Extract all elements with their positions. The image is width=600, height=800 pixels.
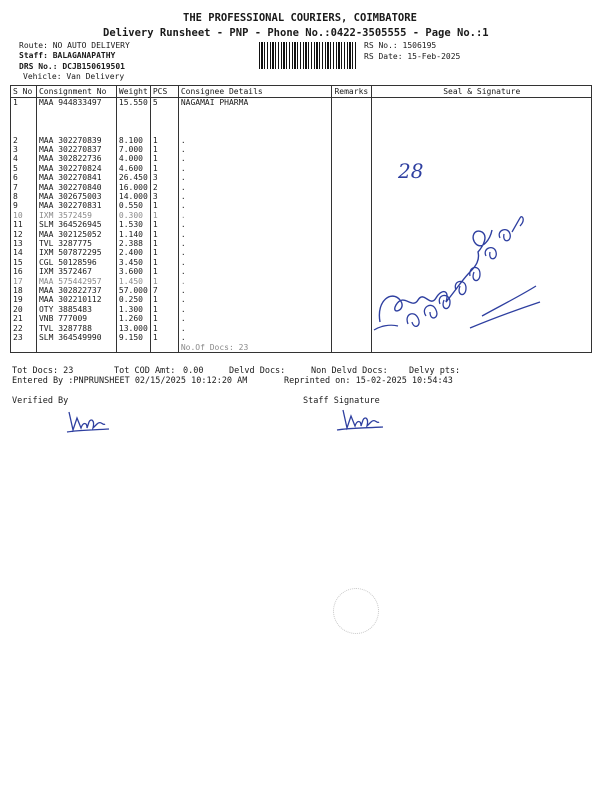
total-cod-label: Tot COD Amt: xyxy=(114,366,176,376)
cell-weight: 3.450 xyxy=(116,258,150,267)
cell-weight: 1.260 xyxy=(116,314,150,323)
cell-pcs: 1 xyxy=(150,239,178,248)
runsheet-subtitle: Delivery Runsheet - PNP - Phone No.:0422-3505555 - Page No.:1 xyxy=(103,27,489,39)
cell-weight: 0.250 xyxy=(116,295,150,304)
cell-sno: 1 xyxy=(11,98,37,108)
cell-consignee: . xyxy=(178,164,332,173)
cell-consignee: . xyxy=(178,211,332,220)
cell-consignee: . xyxy=(178,295,332,304)
cell-consignment: MAA 302270839 xyxy=(36,136,116,145)
cell-consignment: MAA 302822737 xyxy=(36,286,116,295)
cell-remarks xyxy=(332,201,372,210)
cell-consignee: . xyxy=(178,192,332,201)
cell-consignee: . xyxy=(178,183,332,192)
cell-weight: 2.400 xyxy=(116,248,150,257)
cell-seal-signature xyxy=(372,98,592,108)
reprinted-on: Reprinted on: 15-02-2025 10:54:43 xyxy=(284,376,453,386)
cell-pcs: 3 xyxy=(150,173,178,182)
cell-weight xyxy=(116,117,150,126)
cell-consignee: . xyxy=(178,201,332,210)
cell-remarks xyxy=(332,333,372,342)
cell-weight xyxy=(116,126,150,135)
cell-seal-signature xyxy=(372,107,592,116)
barcode xyxy=(259,42,357,69)
cell-remarks xyxy=(332,107,372,116)
cell-pcs xyxy=(150,117,178,126)
cell-consignment: MAA 575442957 xyxy=(36,277,116,286)
cell-consignment: SLM 364549990 xyxy=(36,333,116,342)
cell-sno: 4 xyxy=(11,154,37,163)
cell-consignee: . xyxy=(178,154,332,163)
cell-weight: 1.300 xyxy=(116,305,150,314)
cell-pcs: 2 xyxy=(150,183,178,192)
cell-consignee: . xyxy=(178,239,332,248)
cell-sno: 22 xyxy=(11,324,37,333)
cell-pcs: 1 xyxy=(150,154,178,163)
cell-weight: 1.450 xyxy=(116,277,150,286)
cell-consignment: OTY 3885483 xyxy=(36,305,116,314)
cell-remarks xyxy=(332,192,372,201)
cell-consignee: . xyxy=(178,248,332,257)
cell-sno: 19 xyxy=(11,295,37,304)
cell-sno: 15 xyxy=(11,258,37,267)
cell-pcs: 1 xyxy=(150,258,178,267)
cell-consignment: MAA 302270824 xyxy=(36,164,116,173)
cell-remarks xyxy=(332,98,372,108)
col-weight: Weight xyxy=(116,86,150,98)
cell-consignment: CGL 50128596 xyxy=(36,258,116,267)
rs-number: RS No.: 1506195 xyxy=(364,41,437,50)
cell-sno xyxy=(11,126,37,135)
cell-consignee: No.Of Docs: 23 xyxy=(178,343,332,353)
cell-weight: 1.140 xyxy=(116,230,150,239)
cell-sno: 3 xyxy=(11,145,37,154)
cell-remarks xyxy=(332,211,372,220)
cell-weight: 1.530 xyxy=(116,220,150,229)
cell-consignee xyxy=(178,107,332,116)
cell-consignee xyxy=(178,117,332,126)
route-label: Route: NO AUTO DELIVERY xyxy=(19,41,130,50)
cell-sno xyxy=(11,107,37,116)
cell-remarks xyxy=(332,267,372,276)
cell-sno: 16 xyxy=(11,267,37,276)
delivered-docs: Delvd Docs: xyxy=(229,366,286,376)
cell-weight: 8.100 xyxy=(116,136,150,145)
cell-remarks xyxy=(332,230,372,239)
cell-pcs xyxy=(150,126,178,135)
cell-consignee: . xyxy=(178,136,332,145)
cell-seal-signature xyxy=(372,117,592,126)
cell-pcs: 1 xyxy=(150,145,178,154)
col-consignee: Consignee Details xyxy=(178,86,332,98)
cell-weight: 26.450 xyxy=(116,173,150,182)
cell-pcs: 1 xyxy=(150,314,178,323)
col-remarks: Remarks xyxy=(332,86,372,98)
cell-pcs: 1 xyxy=(150,277,178,286)
cell-seal-signature xyxy=(372,126,592,135)
staff-signature-label: Staff Signature xyxy=(303,396,380,406)
cell-remarks xyxy=(332,183,372,192)
cell-remarks xyxy=(332,305,372,314)
cell-sno: 13 xyxy=(11,239,37,248)
cell-consignee xyxy=(178,126,332,135)
cell-consignment: MAA 302270840 xyxy=(36,183,116,192)
cell-weight xyxy=(116,343,150,353)
cell-pcs: 1 xyxy=(150,267,178,276)
cell-pcs xyxy=(150,343,178,353)
cell-consignment: MAA 302270837 xyxy=(36,145,116,154)
cell-consignee: . xyxy=(178,277,332,286)
table-row xyxy=(11,98,592,108)
cell-consignment: VNB 777009 xyxy=(36,314,116,323)
cell-consignment: TVL 3287788 xyxy=(36,324,116,333)
cell-consignment: MAA 302270841 xyxy=(36,173,116,182)
verified-by-label: Verified By xyxy=(12,396,69,406)
drs-number: DRS No.: DCJB150619501 xyxy=(19,62,125,71)
cell-sno: 10 xyxy=(11,211,37,220)
cell-seal-signature xyxy=(372,343,592,353)
total-cod-value: 0.00 xyxy=(183,366,204,376)
cell-consignee: . xyxy=(178,286,332,295)
table-row xyxy=(11,117,592,126)
staff-label: Staff: BALAGANAPATHY xyxy=(19,51,116,60)
cell-pcs: 1 xyxy=(150,164,178,173)
cell-sno: 23 xyxy=(11,333,37,342)
cell-weight: 14.000 xyxy=(116,192,150,201)
cell-consignee: . xyxy=(178,220,332,229)
cell-sno xyxy=(11,117,37,126)
delivery-signature xyxy=(370,140,590,340)
entered-by: Entered By :PNPRUNSHEET 02/15/2025 10:12:20 AM xyxy=(12,376,248,386)
cell-pcs: 1 xyxy=(150,136,178,145)
cell-consignment: MAA 302822736 xyxy=(36,154,116,163)
cell-consignment: TVL 3287775 xyxy=(36,239,116,248)
handwritten-count: 28 xyxy=(398,159,424,183)
cell-sno: 2 xyxy=(11,136,37,145)
cell-remarks xyxy=(332,136,372,145)
cell-consignment: SLM 364526945 xyxy=(36,220,116,229)
cell-weight: 2.388 xyxy=(116,239,150,248)
cell-sno: 12 xyxy=(11,230,37,239)
cell-consignment xyxy=(36,117,116,126)
table-row xyxy=(11,107,592,116)
company-title: THE PROFESSIONAL COURIERS, COIMBATORE xyxy=(183,12,417,24)
cell-pcs: 1 xyxy=(150,201,178,210)
cell-consignment: MAA 944833497 xyxy=(36,98,116,108)
cell-pcs: 1 xyxy=(150,211,178,220)
delivery-points: Delvy pts: xyxy=(409,366,461,376)
cell-consignment xyxy=(36,126,116,135)
table-header-row xyxy=(11,86,592,98)
cell-consignee: NAGAMAI PHARMA xyxy=(178,98,332,108)
cell-weight: 57.000 xyxy=(116,286,150,295)
cell-remarks xyxy=(332,145,372,154)
cell-weight: 0.300 xyxy=(116,211,150,220)
cell-consignee: . xyxy=(178,173,332,182)
cell-remarks xyxy=(332,295,372,304)
rs-date: RS Date: 15-Feb-2025 xyxy=(364,52,461,61)
cell-consignment: MAA 302125052 xyxy=(36,230,116,239)
cell-weight: 16.000 xyxy=(116,183,150,192)
cell-pcs: 1 xyxy=(150,333,178,342)
cell-weight: 0.550 xyxy=(116,201,150,210)
cell-remarks xyxy=(332,220,372,229)
cell-sno: 14 xyxy=(11,248,37,257)
cell-remarks xyxy=(332,314,372,323)
col-seal-signature: Seal & Signature xyxy=(372,86,592,98)
cell-remarks xyxy=(332,126,372,135)
cell-pcs: 3 xyxy=(150,192,178,201)
cell-remarks xyxy=(332,343,372,353)
cell-remarks xyxy=(332,164,372,173)
cell-consignment: MAA 302270831 xyxy=(36,201,116,210)
cell-weight: 4.000 xyxy=(116,154,150,163)
cell-pcs: 1 xyxy=(150,295,178,304)
cell-consignment xyxy=(36,343,116,353)
cell-sno: 9 xyxy=(11,201,37,210)
vehicle-label: Vehicle: Van Delivery xyxy=(23,72,125,81)
col-consignment: Consignment No xyxy=(36,86,116,98)
cell-sno: 20 xyxy=(11,305,37,314)
cell-pcs: 1 xyxy=(150,220,178,229)
cell-sno: 11 xyxy=(11,220,37,229)
cell-weight: 9.150 xyxy=(116,333,150,342)
cell-consignment: MAA 302210112 xyxy=(36,295,116,304)
cell-weight: 13.000 xyxy=(116,324,150,333)
cell-weight: 7.000 xyxy=(116,145,150,154)
cell-pcs: 1 xyxy=(150,230,178,239)
cell-remarks xyxy=(332,324,372,333)
cell-remarks xyxy=(332,154,372,163)
cell-consignment: IXM 3572459 xyxy=(36,211,116,220)
cell-pcs: 1 xyxy=(150,324,178,333)
col-sno: S No xyxy=(11,86,37,98)
cell-consignee: . xyxy=(178,230,332,239)
cell-remarks xyxy=(332,239,372,248)
cell-consignee: . xyxy=(178,324,332,333)
cell-consignment: IXM 507872295 xyxy=(36,248,116,257)
cell-consignment: IXM 3572467 xyxy=(36,267,116,276)
faded-stamp xyxy=(333,588,379,634)
cell-weight: 4.600 xyxy=(116,164,150,173)
cell-sno: 6 xyxy=(11,173,37,182)
cell-sno: 8 xyxy=(11,192,37,201)
non-delivered-docs: Non Delvd Docs: xyxy=(311,366,388,376)
cell-sno: 21 xyxy=(11,314,37,323)
cell-pcs xyxy=(150,107,178,116)
cell-weight: 3.600 xyxy=(116,267,150,276)
cell-sno: 18 xyxy=(11,286,37,295)
cell-sno: 17 xyxy=(11,277,37,286)
cell-remarks xyxy=(332,277,372,286)
cell-remarks xyxy=(332,173,372,182)
table-row xyxy=(11,126,592,135)
cell-remarks xyxy=(332,248,372,257)
cell-weight: 15.550 xyxy=(116,98,150,108)
col-pcs: PCS xyxy=(150,86,178,98)
cell-sno: 5 xyxy=(11,164,37,173)
cell-weight xyxy=(116,107,150,116)
cell-pcs: 1 xyxy=(150,248,178,257)
verified-by-signature xyxy=(63,408,113,438)
cell-consignee: . xyxy=(178,258,332,267)
cell-remarks xyxy=(332,286,372,295)
cell-pcs: 5 xyxy=(150,98,178,108)
cell-consignment xyxy=(36,107,116,116)
cell-remarks xyxy=(332,117,372,126)
cell-consignee: . xyxy=(178,314,332,323)
total-docs: Tot Docs: 23 xyxy=(12,366,74,376)
cell-consignee: . xyxy=(178,267,332,276)
cell-consignee: . xyxy=(178,333,332,342)
cell-pcs: 7 xyxy=(150,286,178,295)
cell-sno: 7 xyxy=(11,183,37,192)
table-row xyxy=(11,343,592,353)
cell-consignment: MAA 302675003 xyxy=(36,192,116,201)
cell-consignee: . xyxy=(178,305,332,314)
cell-sno xyxy=(11,343,37,353)
cell-consignee: . xyxy=(178,145,332,154)
staff-signature xyxy=(335,406,385,436)
cell-pcs: 1 xyxy=(150,305,178,314)
cell-remarks xyxy=(332,258,372,267)
